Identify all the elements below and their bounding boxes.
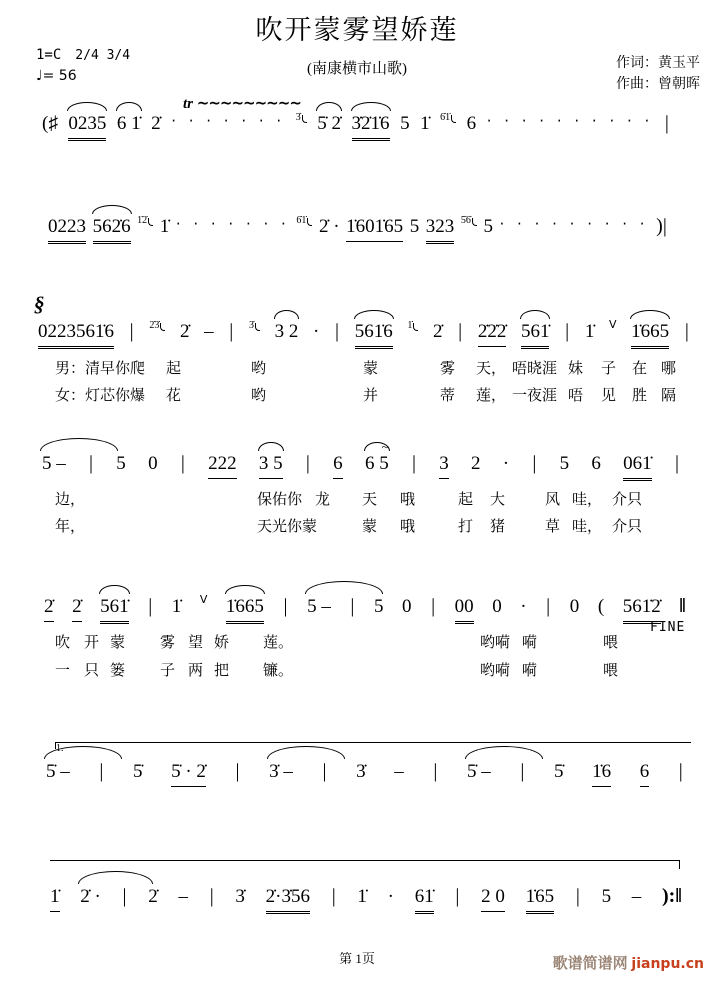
barline: | (335, 320, 340, 342)
barline: | (674, 452, 679, 474)
lyric-token: 嗬 (522, 635, 538, 651)
note-token: 5 (373, 596, 384, 617)
lyrics-line-4 (0, 515, 714, 535)
note-token: 6 (640, 759, 650, 787)
note-token: ):‖ (662, 885, 682, 907)
lyric-token: 花 (166, 388, 182, 404)
lyric-token: 打 (458, 519, 474, 535)
key-value: 1=C (36, 47, 62, 63)
note-token: – (394, 761, 404, 782)
note-token: 5̇ (553, 761, 564, 782)
note-token: 1̇ (171, 596, 182, 617)
barline: | (455, 885, 460, 907)
note-token: 0 (148, 453, 158, 474)
note-token: 3 (439, 451, 449, 479)
lyric-token: 唔晓涯 (512, 361, 558, 377)
ending-bracket-continuation (50, 860, 680, 861)
lyrics-verse-female (0, 384, 714, 404)
barline: | (458, 320, 463, 342)
lyric-token: 边， (55, 492, 86, 508)
lyric-token: 蒙 (363, 361, 379, 377)
note-token: 561̇6 (355, 319, 393, 349)
lyric-token: 天 (362, 492, 378, 508)
lyric-token: 蒂 (440, 388, 456, 404)
note-token: 5 – (42, 451, 66, 477)
barline: )| (656, 215, 667, 237)
music-system-2 (48, 213, 668, 253)
page-number: 第 1页 (339, 951, 375, 966)
lyric-token: 唔 (568, 388, 584, 404)
lyric-token: 在 (632, 361, 648, 377)
barline: | (433, 760, 438, 782)
note-token: 6 1̇ (117, 111, 141, 137)
note-token: 1̇665 (631, 319, 669, 349)
barline: | (122, 885, 127, 907)
note-token: 561̇2̇ (623, 594, 661, 624)
barline: | (235, 760, 240, 782)
note-token: 3̇ (235, 886, 245, 907)
note-token: 3̇ (356, 761, 366, 782)
note-token: 1̇ (420, 113, 430, 134)
note-token: 5̇ 2̇ (317, 111, 341, 137)
barline: | (546, 595, 551, 617)
lyric-token: 吹 (55, 635, 71, 651)
note-token: ( (597, 596, 605, 617)
note-token: · (387, 886, 394, 907)
note-token: 2 (471, 453, 481, 474)
lyric-token: 只 (84, 663, 100, 679)
note-token: 5 – (307, 594, 331, 620)
note-token: 6 (591, 453, 601, 474)
song-subtitle: (南康横市山歌) (307, 61, 407, 77)
note-token: ‖ (679, 595, 686, 617)
lyric-token: 哟嗬 (480, 635, 511, 651)
note-token: 2̇ (151, 113, 161, 134)
time-signatures: 2/4 3/4 (75, 48, 131, 63)
note-token: 0235 (68, 111, 106, 141)
note-token: 0223561̇6 (38, 319, 114, 349)
note-token: 562̇6 (93, 214, 131, 244)
lyrics-line-6 (0, 659, 714, 679)
lyrics-verse-male (0, 357, 714, 377)
lyric-token: 草 (545, 519, 561, 535)
credits (616, 53, 700, 95)
lyric-token: 莲。 (263, 635, 294, 651)
note-token: 5 (601, 886, 612, 907)
lyric-token: 雾 (160, 635, 176, 651)
trill-icon: tr (183, 96, 194, 112)
lyric-token: 年， (55, 519, 86, 535)
barline: | (350, 595, 355, 617)
lyric-token: 娇 (214, 635, 230, 651)
note-token: 2̇·3̇56 (266, 884, 310, 914)
note-token: 2̇ (433, 321, 443, 342)
lyrics-line-5 (0, 631, 714, 651)
note-token: 1̇ (584, 321, 595, 342)
barline: | (129, 320, 134, 342)
lyric-token: 胜 (632, 388, 648, 404)
note-token: 1̇665 (226, 594, 264, 624)
note-token: 00 (455, 594, 474, 624)
lyric-token: 雾 (440, 361, 456, 377)
note-token: 6 5 ~ (365, 451, 389, 477)
note-token: 061̇ (623, 451, 652, 481)
note-token: 0 (402, 596, 412, 617)
note-token: 6 (333, 451, 343, 479)
segno-icon: § (34, 292, 45, 316)
lyric-token: 嗬 (522, 663, 538, 679)
lyric-token: 介只 (612, 519, 643, 535)
site-watermark (553, 952, 704, 973)
barline: | (678, 760, 683, 782)
note-token: V (199, 593, 208, 606)
note-token: 2 0 (481, 884, 505, 912)
barline: | (411, 452, 416, 474)
note-token: 0 (569, 596, 580, 617)
lyric-token: 哟 (251, 361, 267, 377)
lyric-token: 把 (214, 663, 230, 679)
note-token: 2̇ (179, 321, 190, 342)
note-token: 1̇ (357, 886, 367, 907)
lyric-token: 天， (476, 361, 507, 377)
grace-note: 1̇2̇ (137, 208, 153, 234)
note-token: 5̇ · 2̇ (171, 759, 206, 787)
barline: | (99, 760, 104, 782)
barline: | (209, 885, 214, 907)
lyrics-line-3 (0, 488, 714, 508)
song-title: 吹开蒙雾望娇莲 (255, 15, 459, 45)
site-url: jianpu.cn (631, 956, 704, 972)
lyric-token: 蒙 (362, 519, 378, 535)
lyric-token: 哟嗬 (480, 663, 511, 679)
barline: | (283, 595, 288, 617)
note-token: 2̇ · (318, 216, 340, 237)
note-token: 1̇601̇65 (346, 214, 403, 242)
note-token: 1̇ (50, 884, 60, 912)
lyric-token: 见 (601, 388, 617, 404)
lyric-token: 一夜涯 (512, 388, 558, 404)
lyric-token: 介只 (612, 492, 643, 508)
note-token: 5̇ – (467, 759, 491, 785)
note-token: 0 (492, 596, 502, 617)
lyric-token: 哇， (572, 519, 603, 535)
music-system-5 (44, 593, 686, 633)
lyric-token: 哪 (661, 361, 677, 377)
note-token: 1̇ (159, 216, 170, 237)
note-token: 2̇ (72, 594, 82, 622)
note-token: 5 (483, 216, 493, 237)
lyric-token: 并 (363, 388, 379, 404)
barline: | (532, 452, 537, 474)
lyric-token: 风 (545, 492, 561, 508)
lyric-token: 哦 (400, 492, 416, 508)
note-token: 2̇ (148, 886, 158, 907)
barline: | (575, 885, 580, 907)
lyric-token: 子 (601, 361, 617, 377)
music-system-4 (42, 450, 680, 490)
music-system-7 (50, 883, 682, 923)
note-token: 323 (426, 214, 455, 244)
grace-note: 1̇ (407, 313, 418, 339)
site-name: 歌谱简谱网 (552, 956, 628, 972)
note-token: 5 (559, 453, 570, 474)
note-token: 2̇2̇2̇ (478, 319, 507, 347)
composer-credit: 作曲：曾朝晖 (616, 77, 700, 92)
barline: | (684, 320, 689, 342)
note-token: · · · · · · · · · (499, 215, 649, 233)
barline: | (322, 760, 327, 782)
lyric-token: 起 (458, 492, 474, 508)
note-token: 5 (409, 216, 420, 237)
note-token: 3̇2̇1̇6 (352, 111, 390, 141)
lyric-token: 哇， (572, 492, 603, 508)
grace-note: 3̇ (249, 313, 260, 339)
note-token: 5 (400, 113, 410, 134)
lyric-token: 蒙 (110, 635, 126, 651)
grace-note: 5̇6̇ (461, 208, 477, 234)
note-token: 561̇ (521, 319, 550, 349)
lyric-token: 望 (188, 635, 204, 651)
note-token: 5̇ (132, 761, 143, 782)
lyric-token: 天光你蒙 (257, 519, 318, 535)
lyric-token: 龙 (315, 492, 331, 508)
note-token: · (502, 453, 510, 474)
lyricist-credit: 作词：黄玉平 (616, 56, 700, 71)
lyric-token: 隔 (661, 388, 677, 404)
note-token: · · · · · · · · · · (486, 112, 654, 130)
note-token: 2̇ · (80, 884, 101, 910)
note-token: 6 (466, 113, 477, 134)
note-token: 5̇ – (46, 759, 70, 785)
note-token: 561̇ (100, 594, 129, 624)
barline: | (331, 885, 336, 907)
barline: | (520, 760, 525, 782)
grace-note: 3̇ (296, 105, 307, 131)
barline: | (565, 320, 570, 342)
note-token: · · · · · · · (175, 215, 290, 233)
barline: | (431, 595, 436, 617)
note-token: 222 (208, 451, 237, 479)
barline: | (305, 452, 310, 474)
lyric-token: 猪 (490, 519, 506, 535)
lyric-token: 喂 (603, 635, 619, 651)
music-system-6 (46, 758, 684, 798)
trill-wave-icon: ~~~~~~~~~ (196, 94, 301, 112)
quarter-note-icon: ♩ (36, 68, 43, 84)
lyric-token: 保佑你 (257, 492, 303, 508)
grace-note: 6̇1̇ (440, 105, 456, 131)
note-token: · (520, 596, 527, 617)
volta-number: 1. (56, 743, 64, 754)
fine-marking: FINE (650, 620, 686, 635)
lyric-token: 镰。 (263, 663, 294, 679)
note-token: 1̇65 (526, 884, 555, 914)
note-token: (♯ (42, 113, 58, 134)
lyric-token: 莲， (476, 388, 507, 404)
note-token: – (631, 886, 642, 907)
note-token: 61̇ (415, 884, 434, 914)
tempo-value: = 56 (42, 68, 77, 84)
lyric-token: 女：灯芯你爆 (55, 388, 146, 404)
note-token: · (313, 321, 320, 342)
lyric-token: 哟 (251, 388, 267, 404)
note-token: 1̇6 (592, 759, 611, 787)
lyric-token: 喂 (603, 663, 619, 679)
lyric-token: 起 (166, 361, 182, 377)
lyric-token: 篓 (110, 663, 126, 679)
lyric-token: 大 (490, 492, 506, 508)
barline: | (180, 452, 185, 474)
note-token: · · · · · · · (171, 112, 286, 130)
grace-note: 2̇3̇ (149, 313, 165, 339)
note-token: 0223 (48, 214, 86, 244)
lyric-token: 男：清早你爬 (55, 361, 146, 377)
note-token: – (178, 886, 188, 907)
barline: | (148, 595, 153, 617)
lyric-token: 两 (188, 663, 204, 679)
note-token: V (608, 318, 617, 331)
note-token: 5 (116, 453, 126, 474)
note-token: – (204, 321, 214, 342)
note-token: 2̇ (44, 594, 54, 622)
lyric-token: 开 (84, 635, 100, 651)
barline: | (89, 452, 94, 474)
music-system-1 (42, 110, 670, 150)
lyric-token: 哦 (400, 519, 416, 535)
note-token: 3 5 (259, 451, 283, 479)
grace-note: 6̇1̇ (296, 208, 312, 234)
first-ending-bracket (55, 742, 691, 754)
lyric-token: 子 (160, 663, 176, 679)
lyric-token: 妹 (568, 361, 584, 377)
note-token: 3̇ – (269, 759, 293, 785)
barline: | (229, 320, 234, 342)
barline: | (664, 112, 669, 134)
lyric-token: 一 (55, 663, 71, 679)
music-system-3 (38, 318, 690, 358)
note-token: 3 2 (275, 319, 299, 345)
